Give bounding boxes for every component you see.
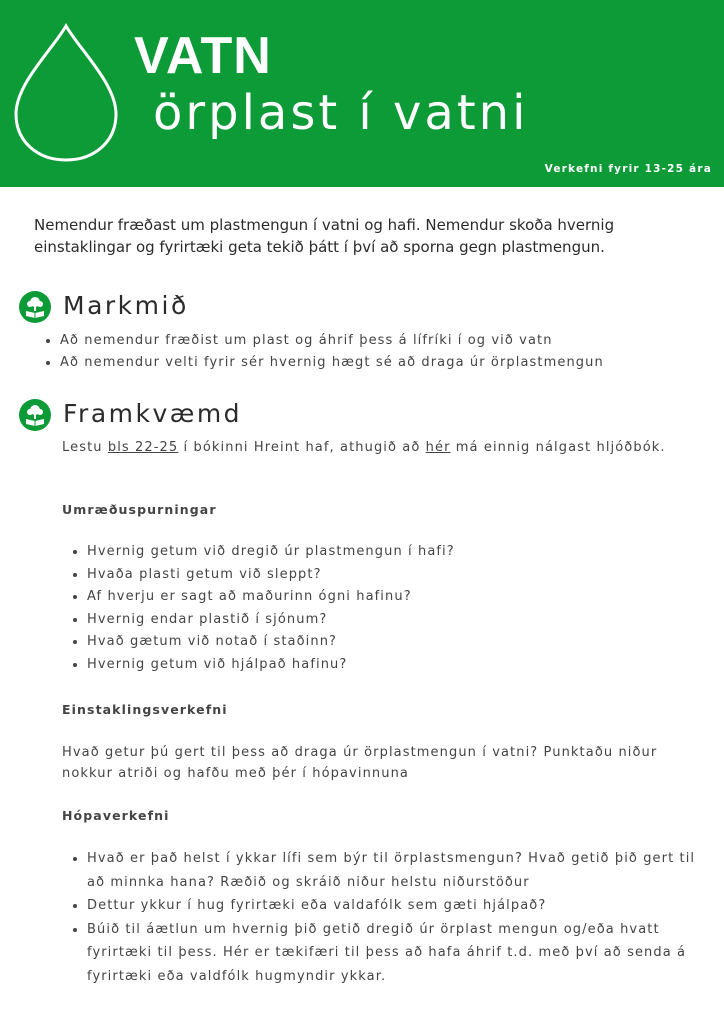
list-item: • Hvernig endar plastið í sjónum? xyxy=(87,609,702,632)
procedure-text-part: í bókinni Hreint haf, athugið að xyxy=(178,440,426,455)
goals-list xyxy=(42,330,604,374)
procedure-text-part: Lestu xyxy=(62,440,108,455)
header-banner xyxy=(0,0,724,187)
tree-book-icon xyxy=(18,398,52,432)
list-item: • Búið til áætlun um hvernig þið getið dregið úr örplast mengun og/eða hvatt fyrirtæki til þess. Hér er tækifæri til þess að hafa áhrif t.d. með því að senda á fyrirtæki eða valdfólk hugmyndir ykkar. xyxy=(87,918,702,989)
list-item: • Af hverju er sagt að maðurinn ógni hafinu? xyxy=(87,586,702,609)
list-item: • Að nemendur velti fyrir sér hvernig hægt sé að draga úr örplastmengun xyxy=(60,352,604,374)
intro-text: Nemendur fræðast um plastmengun í vatni og hafi. Nemendur skoða hvernig einstaklingar og fyrirtæki geta tekið þátt í því að sporna gegn plastmengun. xyxy=(34,216,615,256)
list-item: • Hvaða plasti getum við sleppt? xyxy=(87,564,702,587)
list-item: • Dettur ykkur í hug fyrirtæki eða valdafólk sem gæti hjálpað? xyxy=(87,894,702,918)
water-drop-icon xyxy=(10,22,122,164)
list-item: • Hvernig getum við hjálpað hafinu? xyxy=(87,654,702,677)
page-subtitle: örplast í vatni xyxy=(153,85,529,141)
list-item: • Hvernig getum við dregið úr plastmengun í hafi? xyxy=(87,541,702,564)
discussion-list xyxy=(70,541,702,676)
page-title: VATN xyxy=(134,27,272,85)
tree-book-icon xyxy=(18,290,52,324)
book-pages-link[interactable]: bls 22-25 xyxy=(107,440,179,455)
individual-heading: Einstaklingsverkefni xyxy=(62,702,228,717)
list-item: • Að nemendur fræðist um plast og áhrif þess á lífríki í og við vatn xyxy=(60,330,604,352)
list-item: • Hvað gætum við notað í staðinn? xyxy=(87,631,702,654)
section-title-procedure: Framkvæmd xyxy=(63,399,243,428)
group-heading: Hópaverkefni xyxy=(62,808,170,823)
discussion-heading: Umræðuspurningar xyxy=(62,502,217,517)
group-list xyxy=(70,847,702,988)
age-label: Verkefni fyrir 13-25 ára xyxy=(544,163,712,175)
audiobook-link[interactable]: hér xyxy=(425,440,451,455)
individual-text: Hvað getur þú gert til þess að draga úr örplastmengun í vatni? Punktaðu niður nokkur atriði og hafðu með þér í hópavinnuna xyxy=(62,745,658,781)
list-item: • Hvað er það helst í ykkar lífi sem býr til örplastsmengun? Hvað getið þið gert til að minnka hana? Ræðið og skráið niður helstu niðurstöður xyxy=(87,847,702,894)
procedure-text xyxy=(62,437,692,458)
section-title-goals: Markmið xyxy=(63,291,189,320)
procedure-text-part: má einnig nálgast hljóðbók. xyxy=(450,440,666,455)
